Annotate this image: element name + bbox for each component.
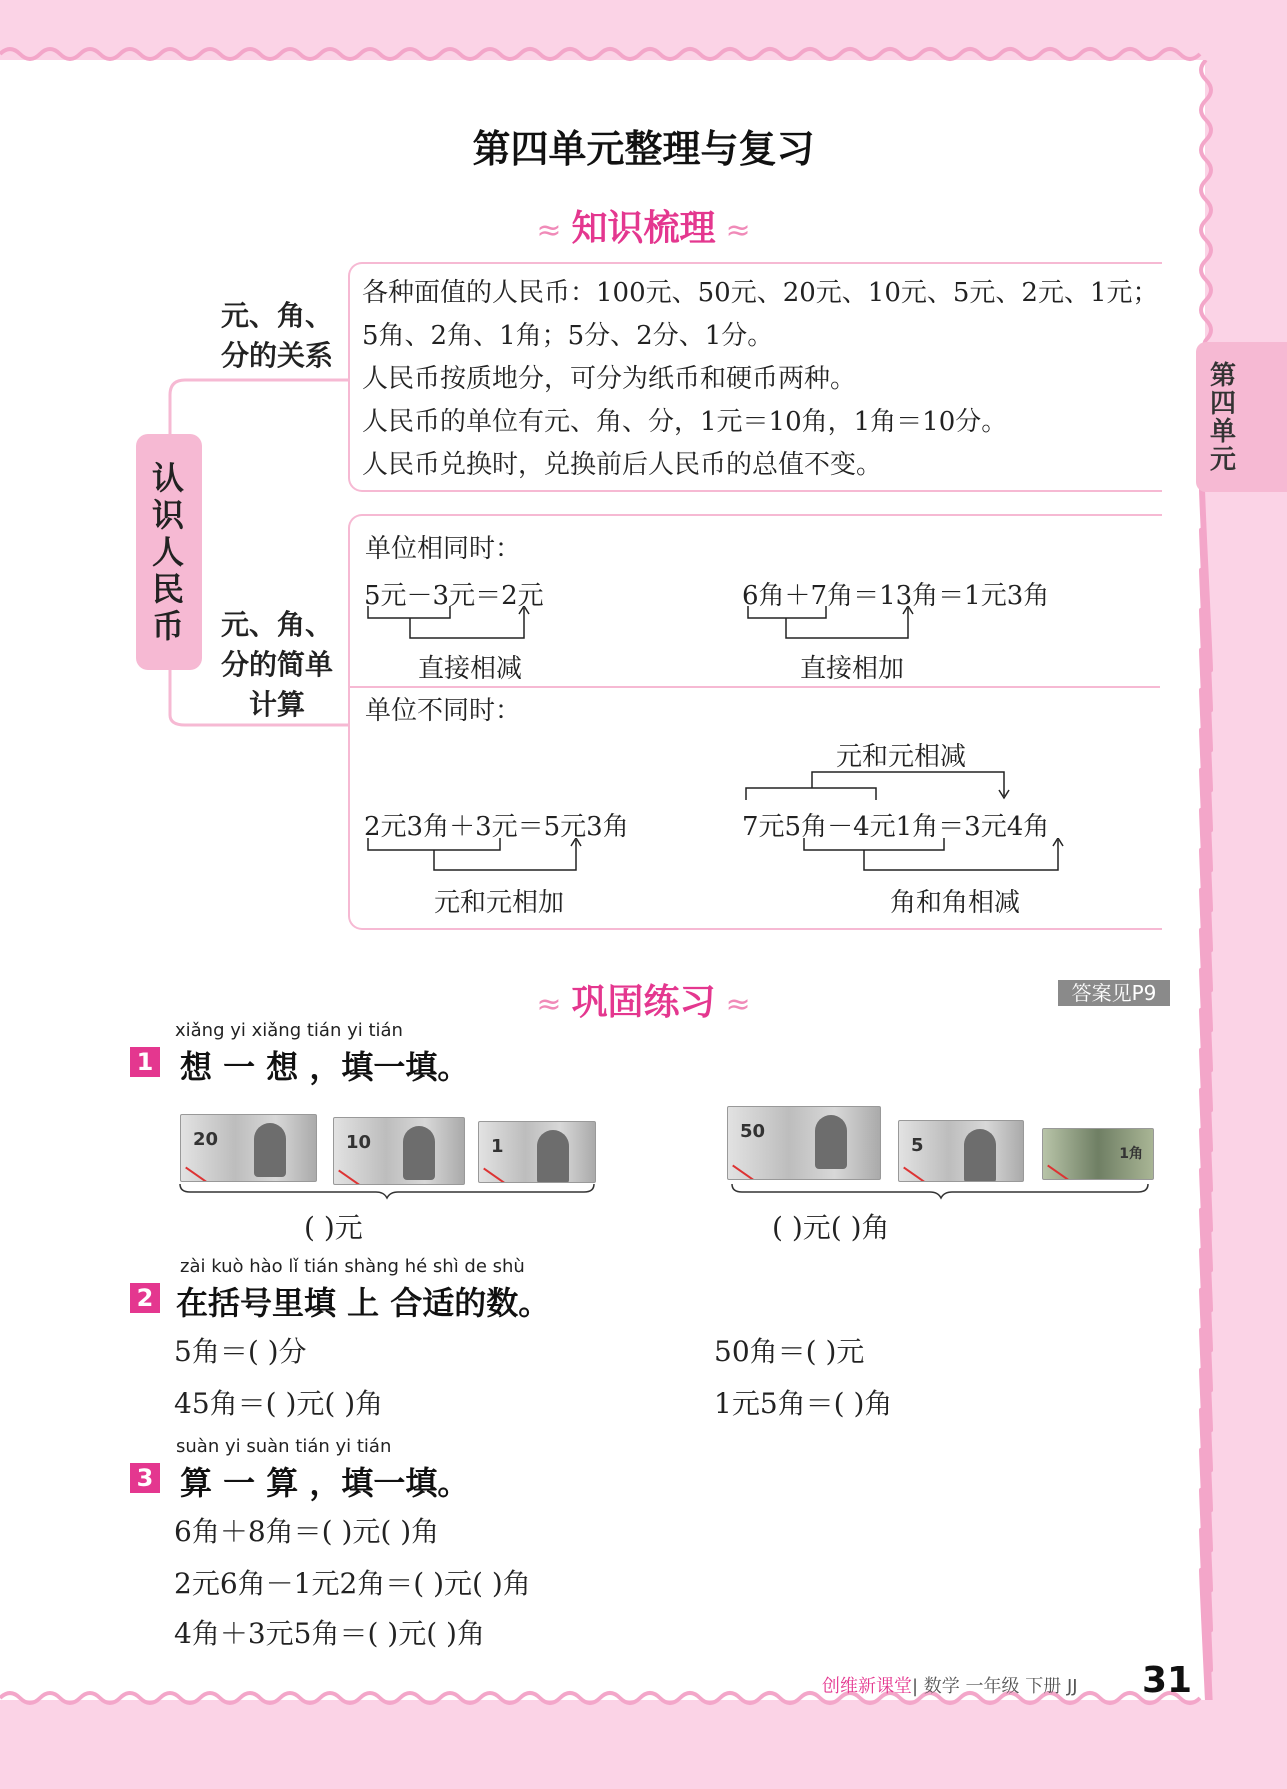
security-stripe-icon (483, 1168, 509, 1183)
security-stripe-icon (732, 1165, 758, 1180)
answer-reference-tag[interactable]: 答案见P9 (1058, 980, 1170, 1006)
banknote-image (727, 1106, 881, 1180)
relation-line: 人民币兑换时，兑换前后人民币的总值不变。 (362, 450, 883, 480)
unit-side-tab-label: 第四单元 (1210, 361, 1237, 475)
banknote-denomination: 1 (491, 1136, 504, 1157)
same-unit-example-1: 5元－3元＝2元 (364, 581, 544, 611)
q3-item[interactable]: 4角＋3元5角＝( )元( )角 (174, 1617, 485, 1650)
section-knowledge-label: 知识梳理 (571, 208, 716, 249)
same-unit-header: 单位相同时： (365, 534, 522, 564)
add-bracket (744, 606, 919, 646)
branch-calc-label: 元、角、分的简单计算 (220, 608, 333, 721)
diff-unit-example-1: 2元3角＋3元＝5元3角 (364, 812, 629, 842)
q3-item[interactable]: 2元6角－1元2角＝( )元( )角 (174, 1567, 531, 1600)
portrait-icon (815, 1115, 847, 1169)
section-knowledge-heading (0, 200, 1287, 251)
relation-line: 人民币的单位有元、角、分，1元＝10角，1角＝10分。 (362, 407, 1008, 437)
banknote-image (478, 1121, 596, 1183)
banknote-image (180, 1114, 317, 1182)
banknote-image (1042, 1128, 1154, 1180)
subtract-bracket (364, 606, 539, 646)
banknote-denomination: 10 (346, 1132, 372, 1153)
calc-divider (350, 686, 1160, 688)
banknote-denomination: 1角 (1119, 1146, 1143, 1162)
wave-deco-icon: ≈ (725, 987, 751, 1022)
q1-group2-answer[interactable]: ( )元( )角 (772, 1211, 890, 1244)
portrait-icon (403, 1126, 435, 1180)
security-stripe-icon (185, 1167, 211, 1182)
banknote-image (898, 1120, 1024, 1182)
q2-pinyin: zài kuò hào lǐ tián shàng hé shì de shù (180, 1256, 525, 1277)
yuan-add-bracket (364, 838, 594, 878)
diff-unit-header: 单位不同时： (365, 696, 522, 726)
relation-line: 人民币按质地分，可分为纸币和硬币两种。 (362, 364, 857, 394)
group1-brace (178, 1182, 596, 1200)
q2-item[interactable]: 1元5角＝( )角 (714, 1387, 893, 1420)
q3-number-badge: 3 (130, 1463, 160, 1493)
bottom-wave-border (0, 1688, 1287, 1708)
q1-group1-answer[interactable]: ( )元 (304, 1211, 363, 1244)
right-wave-border (1196, 60, 1216, 1700)
section-practice-label: 巩固练习 (571, 982, 716, 1023)
q2-item[interactable]: 45角＝( )元( )角 (174, 1387, 384, 1420)
unit-side-tab[interactable] (1196, 342, 1287, 492)
q1-pinyin: xiǎng yi xiǎng tián yi tián (175, 1020, 403, 1041)
same-unit-note-2: 直接相加 (800, 654, 905, 684)
same-unit-example-2: 6角＋7角＝13角＝1元3角 (742, 581, 1050, 611)
q3-title: 算 一 算 ，填一填。 (180, 1464, 470, 1502)
diff-unit-note-1: 元和元相加 (434, 888, 565, 918)
wave-deco-icon: ≈ (725, 213, 751, 248)
top-wave-border (0, 44, 1287, 64)
relation-line: 各种面值的人民币：100元、50元、20元、10元、5元、2元、1元； (362, 278, 1159, 308)
portrait-icon (537, 1130, 569, 1183)
diff-unit-note-top: 元和元相减 (836, 742, 967, 772)
diff-unit-example-2: 7元5角－4元1角＝3元4角 (742, 812, 1050, 842)
q3-item[interactable]: 6角＋8角＝( )元( )角 (174, 1515, 440, 1548)
branch-relation-label: 元、角、分的关系 (220, 299, 333, 372)
q1-title: 想 一 想 ，填一填。 (180, 1048, 470, 1086)
jiao-subtract-bracket (800, 838, 1070, 878)
portrait-icon (254, 1123, 286, 1177)
banknote-image (333, 1117, 465, 1185)
q2-item[interactable]: 50角＝( )元 (714, 1335, 865, 1368)
banknote-denomination: 5 (911, 1135, 924, 1156)
group2-brace (730, 1182, 1150, 1200)
diff-unit-note-2: 角和角相减 (890, 888, 1021, 918)
page-title: 第四单元整理与复习 (472, 127, 815, 171)
mind-map-root-label: 认识人民币 (152, 459, 185, 645)
q3-pinyin: suàn yi suàn tián yi tián (176, 1436, 392, 1457)
banknote-denomination: 50 (740, 1121, 766, 1142)
wave-deco-icon: ≈ (536, 987, 562, 1022)
yuan-subtract-bracket (744, 770, 1014, 804)
footer-course: | 数学 一年级 下册 JJ (912, 1676, 1078, 1697)
q2-item[interactable]: 5角＝( )分 (174, 1335, 307, 1368)
portrait-icon (964, 1129, 996, 1182)
security-stripe-icon (1047, 1165, 1073, 1180)
security-stripe-icon (903, 1167, 929, 1182)
footer-info (822, 1672, 1078, 1698)
footer-brand: 创维新课堂 (822, 1676, 912, 1697)
page-number: 31 (1142, 1660, 1193, 1701)
wave-deco-icon: ≈ (536, 213, 562, 248)
mind-map-root (136, 434, 202, 670)
q1-number-badge: 1 (130, 1047, 160, 1077)
banknote-denomination: 20 (193, 1129, 219, 1150)
same-unit-note-1: 直接相减 (418, 654, 523, 684)
q2-number-badge: 2 (130, 1283, 160, 1313)
q2-title: 在括号里填 上 合适的数。 (176, 1284, 551, 1322)
relation-line: 5角、2角、1角；5分、2分、1分。 (362, 321, 774, 351)
